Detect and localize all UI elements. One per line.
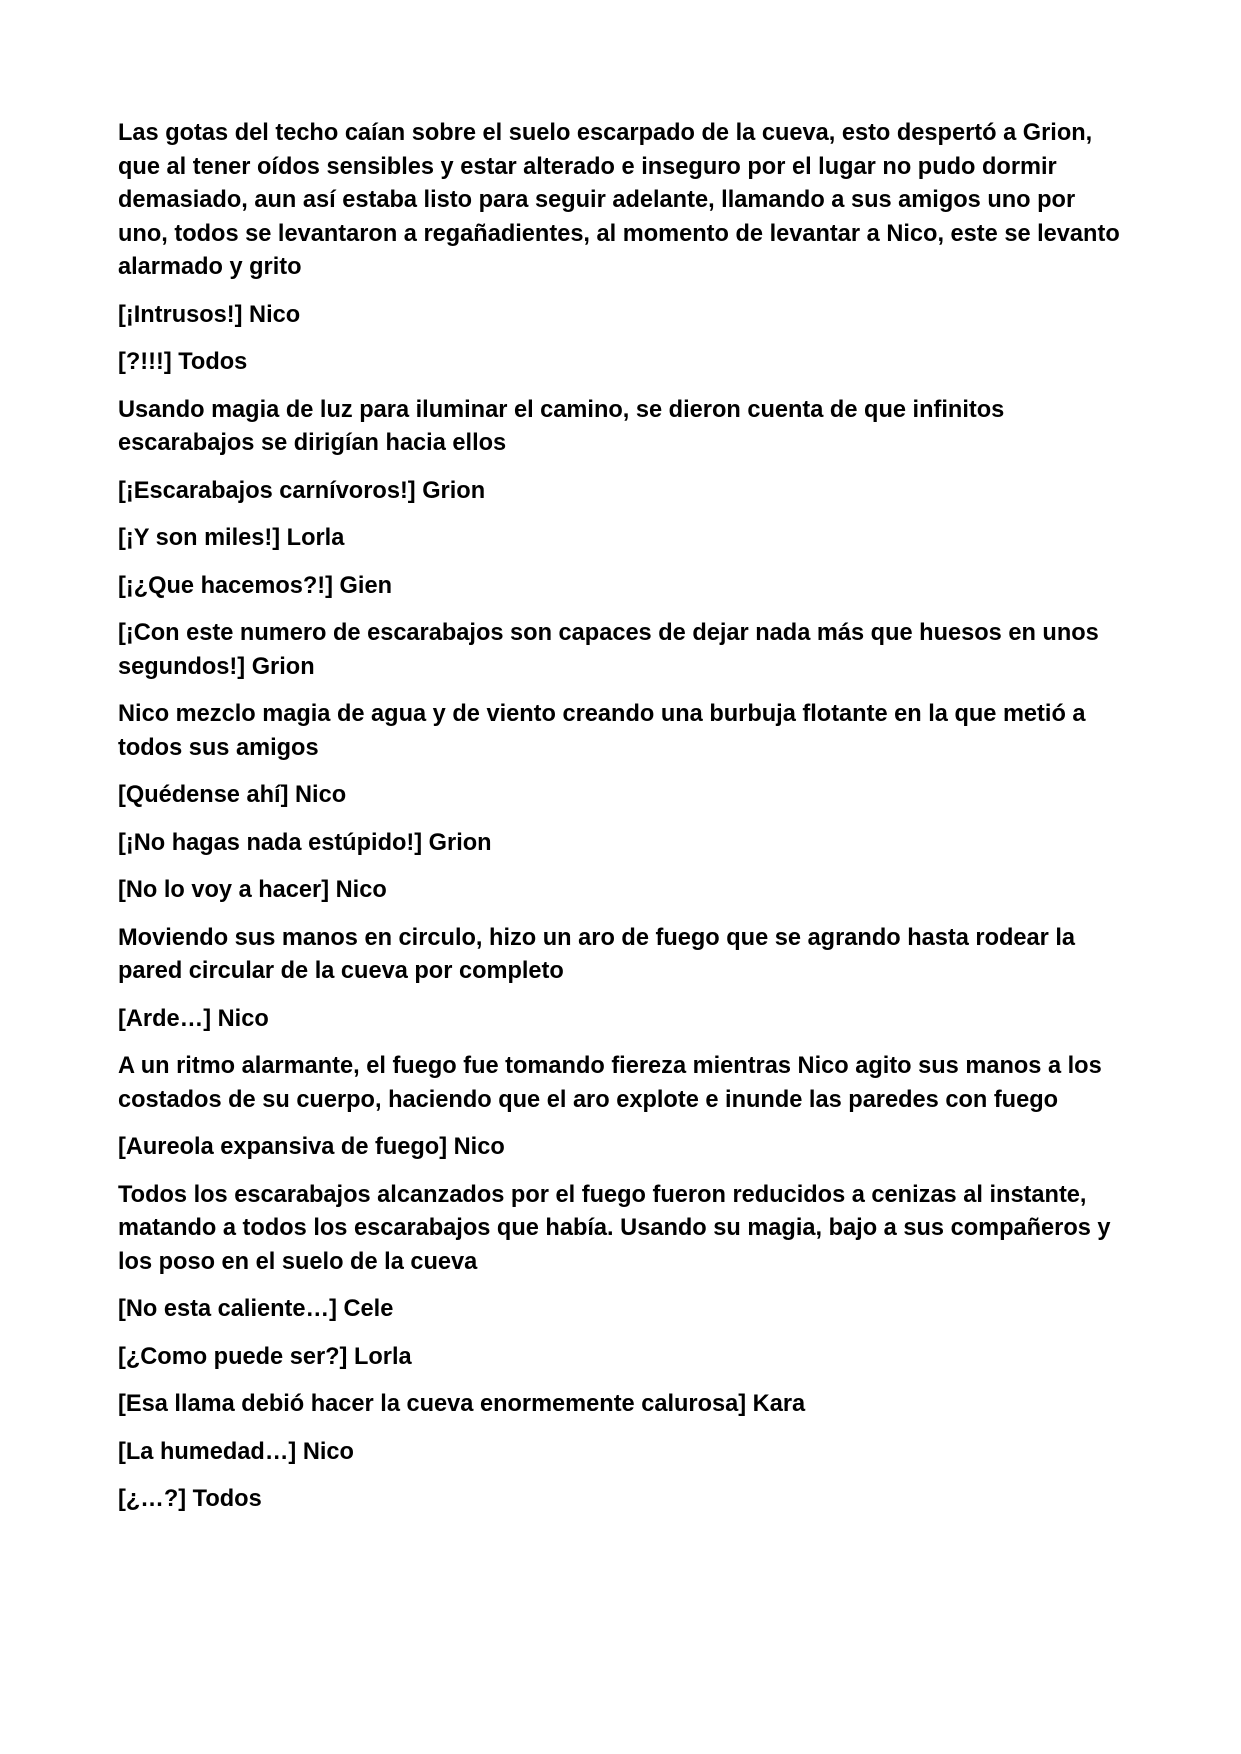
- dialogue-line: [Aureola expansiva de fuego] Nico: [118, 1134, 505, 1160]
- dialogue-line: [La humedad…] Nico: [118, 1438, 354, 1465]
- dialogue-line: [No lo voy a hacer] Nico: [118, 877, 387, 903]
- dialogue-line: [¡Escarabajos carnívoros!] Grion: [118, 477, 486, 504]
- dialogue-line: [No esta caliente…] Cele: [118, 1296, 394, 1322]
- dialogue-line: [¿…?] Todos: [118, 1486, 262, 1512]
- dialogue-line: [Arde…] Nico: [118, 1005, 269, 1032]
- dialogue-line: [¡Y son miles!] Lorla: [118, 525, 345, 551]
- dialogue-line: [¿Como puede ser?] Lorla: [118, 1343, 412, 1370]
- narration-paragraph: Usando magia de luz para iluminar el camino, se dieron cuenta de que infinitos escarabajos se dirigían hacia ellos: [118, 396, 1005, 456]
- narration-paragraph: Moviendo sus manos en circulo, hizo un aro de fuego que se agrando hasta rodear la pared circular de la cueva por completo: [118, 924, 1076, 984]
- dialogue-line: [Quédense ahí] Nico: [118, 782, 347, 808]
- narration-paragraph: Todos los escarabajos alcanzados por el fuego fueron reducidos a cenizas al instante, matando a todos los escarabajos que había. Usando su magia, bajo a sus compañeros y los poso en el suelo de la cueva: [118, 1181, 1111, 1275]
- narration-paragraph: Nico mezclo magia de agua y de viento creando una burbuja flotante en la que metió a todos sus amigos: [118, 701, 1086, 761]
- document-body: [118, 117, 1128, 1531]
- dialogue-line: [¡No hagas nada estúpido!] Grion: [118, 829, 492, 856]
- dialogue-line: [¡¿Que hacemos?!] Gien: [118, 572, 392, 599]
- dialogue-line: [¡Con este numero de escarabajos son capaces de dejar nada más que huesos en unos segundos!] Grion: [118, 620, 1099, 680]
- dialogue-line: [Esa llama debió hacer la cueva enormemente calurosa] Kara: [118, 1391, 806, 1417]
- narration-paragraph: Las gotas del techo caían sobre el suelo escarpado de la cueva, esto despertó a Grion, que al tener oídos sensibles y estar alterado e inseguro por el lugar no pudo dormir demasiado, aun así estaba listo para seguir adelante, llamando a sus amigos uno por uno, todos se levantaron a regañadientes, al momento de levantar a Nico, este se levanto alarmado y grito: [118, 120, 1120, 280]
- dialogue-line: [?!!!] Todos: [118, 349, 248, 375]
- dialogue-line: [¡Intrusos!] Nico: [118, 301, 301, 328]
- narration-paragraph: A un ritmo alarmante, el fuego fue tomando fiereza mientras Nico agito sus manos a los costados de su cuerpo, haciendo que el aro explote e inunde las paredes con fuego: [118, 1053, 1102, 1113]
